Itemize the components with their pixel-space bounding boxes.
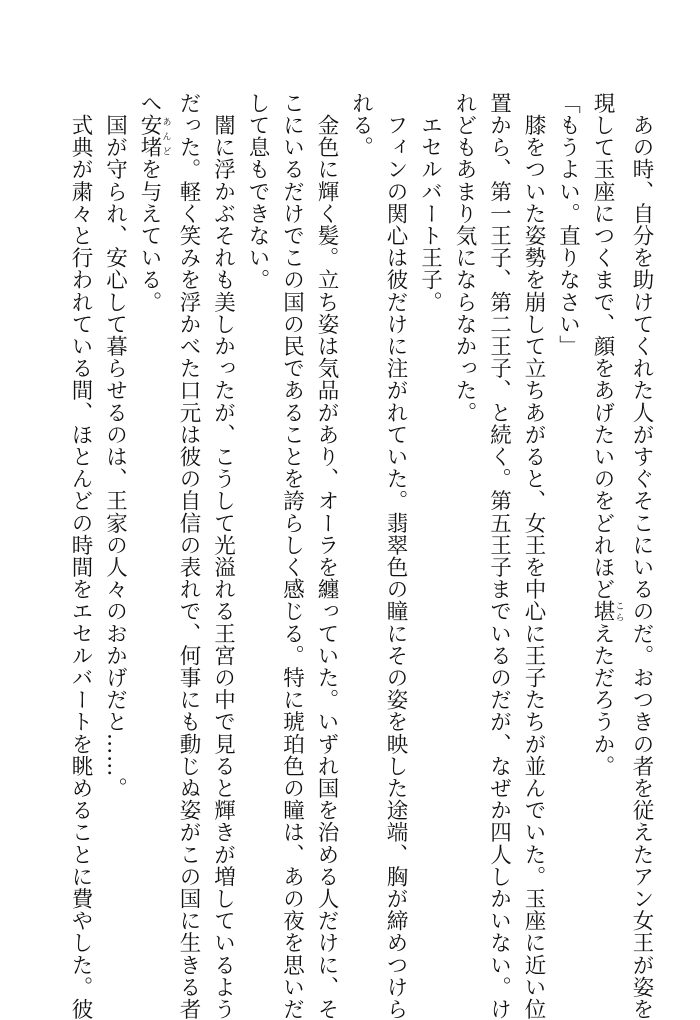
line-part: へ安堵あんどを与えている。 (137, 92, 171, 314)
text-line: れどもあまり気にならなかった。 (452, 92, 477, 424)
text-line: こにいるだけでこの国の民であることを誇らしく感じる。特に琥珀色の瞳は、あの夜を思いだ (279, 92, 305, 1020)
text-line-with-ruby (585, 92, 624, 972)
text-line: 金色に輝く髪。立ち姿は気品があり、オーラを纏っていた。いずれ国を治める人だけに、そ (314, 92, 339, 1020)
ruby-annotation: 堪こら (590, 600, 624, 623)
text-line: 置から、第一王子、第二王子、と続く。第五王子までいるのだが、なぜか四人しかいない。け (486, 92, 512, 1020)
text-line-with-ruby (132, 92, 171, 972)
ruby-reading: あんど (160, 114, 171, 159)
line-part: 現して玉座につくまで、顔をあげたいのをどれほど堪こらえただろうか。 (590, 92, 624, 778)
text-line: 闇に浮かぶそれも美しかったが、こうして光溢れる王宮の中で見ると輝きが増しているよう (210, 92, 236, 1020)
text-line: フィンの関心は彼だけに注がれていた。翡翠色の瞳にその姿を映した途端、胸が締めつけら (383, 92, 408, 1020)
text-line: して息もできない。 (245, 92, 270, 291)
text-line: 国が守られ、安心して暮らせるのは、王家の人々のおかげだと……。 (102, 92, 128, 800)
text-line: 「もうよい。直りなさい」 (555, 92, 581, 358)
text-line: 式典が粛々と行われている間、ほとんどの時間をエセルバートを眺めることに費やした。彼 (68, 92, 93, 1020)
text-line: れる。 (348, 92, 374, 159)
ruby-annotation: 安堵あんど (137, 114, 171, 159)
text-line: エセルバート王子。 (417, 92, 443, 313)
text-line: 膝をついた姿勢を崩して立ちあがると、女王を中心に王子たちが並んでいた。玉座に近い位 (521, 92, 546, 1020)
vertical-text-body (28, 92, 658, 1020)
ruby-reading: こら (613, 600, 624, 623)
text-line: だった。軽く笑みを浮かべた口元は彼の自信の表れで、何事にも動じぬ姿がこの国に生きる者 (176, 92, 201, 1020)
text-line: あの時、自分を助けてくれた人がすぐそこにいるのだ。おつきの者を従えたアン女王が姿を (629, 92, 654, 1020)
